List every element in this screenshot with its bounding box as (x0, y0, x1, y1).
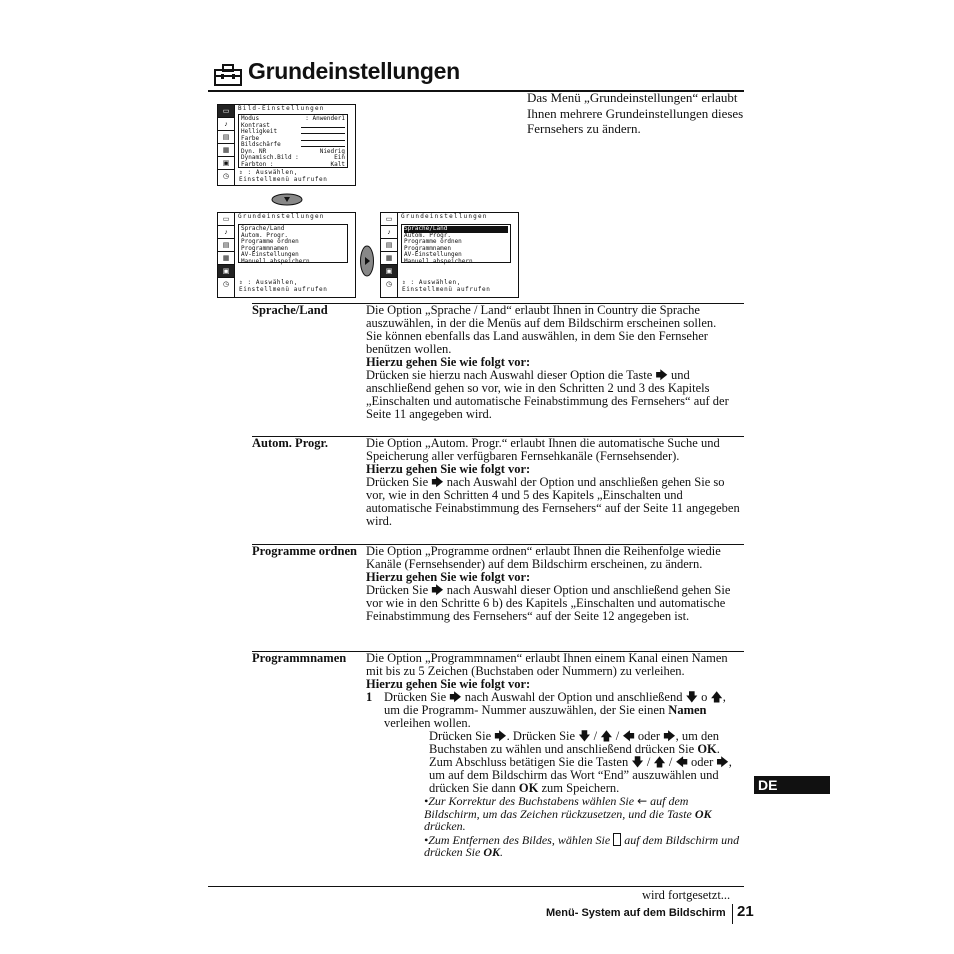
bild-settings-list (238, 114, 348, 168)
down-arrow-icon: 🡇 (631, 755, 644, 769)
timer-icon: ◷ (385, 280, 393, 288)
list-item: AV-Einstellungen (241, 251, 299, 258)
blank-box-icon (613, 833, 621, 846)
language-tab: DE (754, 776, 830, 794)
right-arrow-icon: 🡆 (655, 368, 668, 382)
menu-sidebar (218, 105, 235, 185)
step-number: 1 (366, 690, 373, 704)
intro-text: Das Menü „Grundeinstellungen“ erlaubt Ihnen mehrere Grundeinstellungen dieses Fernsehers zu ändern. (527, 90, 744, 136)
desc-programme-ordnen: Die Option „Programme ordnen“ erlaubt Ihnen die Reihenfolge wiedie Kanäle (Fernsehsender) auf dem Bildschirm erscheinen, zu ändern. Hierzu gehen Sie wie folgt vor: Drücken Sie 🡆 nach Auswahl dieser Option und anschließend gehen Sie vor wie in den Schritte 6 b) des Kapitels „Einschalten und automatische Feinabstimmung des Fernsehers“ auf der Seite 12 angegeben ist. (366, 544, 731, 623)
list-item: Programme ordnen (404, 238, 462, 245)
grundeinstellungen-menu-left (217, 212, 356, 298)
desc-autom-progr: Die Option „Autom. Progr.“ erlaubt Ihnen die automatische Suche und Speicherung aller verfügbaren Fernsehkanäle (Fernsehsender). Hierzu gehen Sie wie folgt vor: Drücken Sie 🡆 nach Auswahl der Option und anschließen gehen Sie so vor, wie in den Schritten 4 und 5 des Kapitels „Einschalten und automatische Feinabstimmung des Fernsehers“ auf der Seite 11 angegeben wird. (366, 436, 740, 528)
picture-icon: ▭ (218, 105, 234, 118)
bottom-rule (208, 886, 744, 887)
slider-bar (301, 142, 345, 147)
sound-icon: ♪ (218, 226, 234, 239)
menu-header: Bild-Einstellungen (238, 105, 325, 112)
list-item: Helligkeit (241, 129, 345, 136)
list-item: Autom. Progr. (241, 231, 288, 239)
page-number: 21 (737, 903, 754, 920)
timer-icon: ◷ (222, 280, 230, 288)
slider-bar (301, 136, 345, 141)
sound-icon: ♪ (218, 118, 234, 131)
list-item: Farbton : Kalt (241, 160, 345, 168)
setup-options-list (238, 224, 348, 263)
right-arrow-icon: 🡆 (663, 729, 676, 743)
back-arrow-icon: ← (637, 794, 648, 808)
right-arrow-icon: 🡆 (431, 583, 444, 597)
menu-footer: ⇕ : Auswählen, Einstellmenü aufrufen (239, 169, 328, 183)
screen-icon: ▤ (218, 131, 234, 144)
features-icon: ▦ (218, 252, 234, 265)
list-item: Kontrast (241, 123, 345, 130)
list-item: Programmnamen (241, 244, 288, 252)
list-item: Farbe (241, 136, 345, 143)
up-arrow-icon: 🡅 (600, 729, 613, 743)
continued-text: wird fortgesetzt... (642, 888, 731, 902)
list-item: Programmnamen (404, 244, 451, 252)
left-arrow-icon: 🡄 (622, 729, 635, 743)
picture-icon: ▭ (218, 213, 234, 226)
term-programmnamen: Programmnamen (252, 651, 347, 665)
left-arrow-icon: 🡄 (675, 755, 688, 769)
list-item: Modus : Anwender1 (241, 115, 345, 122)
up-down-key-icon: ⇕ (402, 279, 407, 286)
menu-footer: ⇕ : Auswählen, Einstellmenü aufrufen (402, 279, 491, 293)
menu-header: Grundeinstellungen (238, 213, 325, 220)
bild-einstellungen-menu (217, 104, 356, 186)
list-item: Dyn. NR Niedrig (241, 147, 345, 155)
right-arrow-icon: 🡆 (449, 690, 462, 704)
list-item: Bildschärfe (241, 142, 345, 149)
list-item: Dynamisch.Bild : Ein (241, 154, 345, 161)
sound-icon: ♪ (381, 226, 397, 239)
setup-options-list (401, 224, 511, 263)
list-item: Programme ordnen (241, 238, 299, 245)
up-down-key-icon: ⇕ (239, 279, 244, 286)
slider-bar (301, 129, 345, 134)
right-arrow-icon: 🡆 (494, 729, 507, 743)
right-arrow-icon: 🡆 (431, 475, 444, 489)
timer-icon: ◷ (222, 172, 230, 180)
page-title: Grundeinstellungen (248, 58, 460, 84)
screen-icon: ▤ (218, 239, 234, 252)
up-down-key-icon: ⇕ (239, 169, 244, 176)
list-item: AV-Einstellungen (404, 251, 462, 258)
down-arrow-icon: 🡇 (578, 729, 591, 743)
features-icon: ▦ (218, 144, 234, 157)
footer-section-title: Menü- System auf dem Bildschirm (546, 907, 726, 919)
list-item: Sprache/Land (241, 225, 285, 232)
term-sprache-land: Sprache/Land (252, 303, 328, 317)
toolbox-icon (214, 64, 242, 91)
list-item: Manuell abspeichern (241, 257, 310, 265)
menu-sidebar (218, 213, 235, 297)
setup-icon: ▣ (381, 265, 397, 278)
page-number-divider (732, 904, 733, 924)
menu-header: Grundeinstellungen (401, 213, 488, 220)
down-arrow-icon: 🡇 (685, 690, 698, 704)
right-arrow-icon (359, 244, 375, 283)
right-arrow-icon: 🡆 (716, 755, 729, 769)
setup-icon: ▣ (218, 157, 234, 170)
setup-icon: ▣ (218, 265, 234, 278)
up-arrow-icon: 🡅 (653, 755, 666, 769)
desc-programmnamen: Die Option „Programmnamen“ erlaubt Ihnen einem Kanal einen Namen mit bis zu 5 Zeichen (Buchstaben oder Nummern) zu verleihen. Hierzu gehen Sie wie folgt vor: 1 Drücken Sie 🡆 nach Auswahl der Option und anschließend 🡇 o 🡅, um die Programm- Nummer auszuwählen, der Sie einen Namen verleihen wollen. Drücken Sie 🡆. Drücken Sie 🡇 / 🡅 / 🡄 oder 🡆, um den Buchstaben zu wählen und anschließend drücken Sie OK. Zum Abschluss betätigen Sie die Tasten 🡇 / 🡅 / 🡄 oder 🡆, um auf dem Bildschirm das Wort “End” auszuwählen und drücken Sie dann OK zum Speichern. •Zur Korrektur des Buchstabens wählen Sie ← auf dem Bildschirm, um das Zeichen rückzusetzen, und die Taste OK drücken. •Zum Entfernen des Bildes, wählen Sie auf dem Bildschirm und drücken Sie OK. (366, 651, 740, 859)
features-icon: ▦ (381, 252, 397, 265)
menu-footer: ⇕ : Auswählen, Einstellmenü aufrufen (239, 279, 328, 293)
list-item: Autom. Progr. (404, 231, 451, 239)
down-arrow-icon (271, 193, 303, 211)
grundeinstellungen-menu-right (380, 212, 519, 298)
list-item-selected: Sprache/Land (404, 226, 508, 233)
screen-icon: ▤ (381, 239, 397, 252)
term-programme-ordnen: Programme ordnen (252, 544, 357, 558)
slider-bar (301, 123, 345, 128)
term-autom-progr: Autom. Progr. (252, 436, 329, 450)
list-item: Manuell abspeichern (404, 257, 473, 265)
picture-icon: ▭ (381, 213, 397, 226)
menu-sidebar (381, 213, 398, 297)
up-arrow-icon: 🡅 (710, 690, 723, 704)
desc-sprache-land: Die Option „Sprache / Land“ erlaubt Ihnen in Country die Sprache auszuwählen, in der die Menüs auf dem Bildschirm erscheinen sollen. Sie können ebenfalls das Land auswählen, in dem Sie den Fernseher benützen wollen. Hierzu gehen Sie wie folgt vor: Drücken sie hierzu nach Auswahl dieser Option die Taste 🡆 und anschließend gehen so vor, wie in den Schritten 2 und 3 des Kapitels „Einschalten und automatische Feinabstimmung des Fernsehers“ auf der Seite 11 angegeben wird. (366, 303, 729, 421)
